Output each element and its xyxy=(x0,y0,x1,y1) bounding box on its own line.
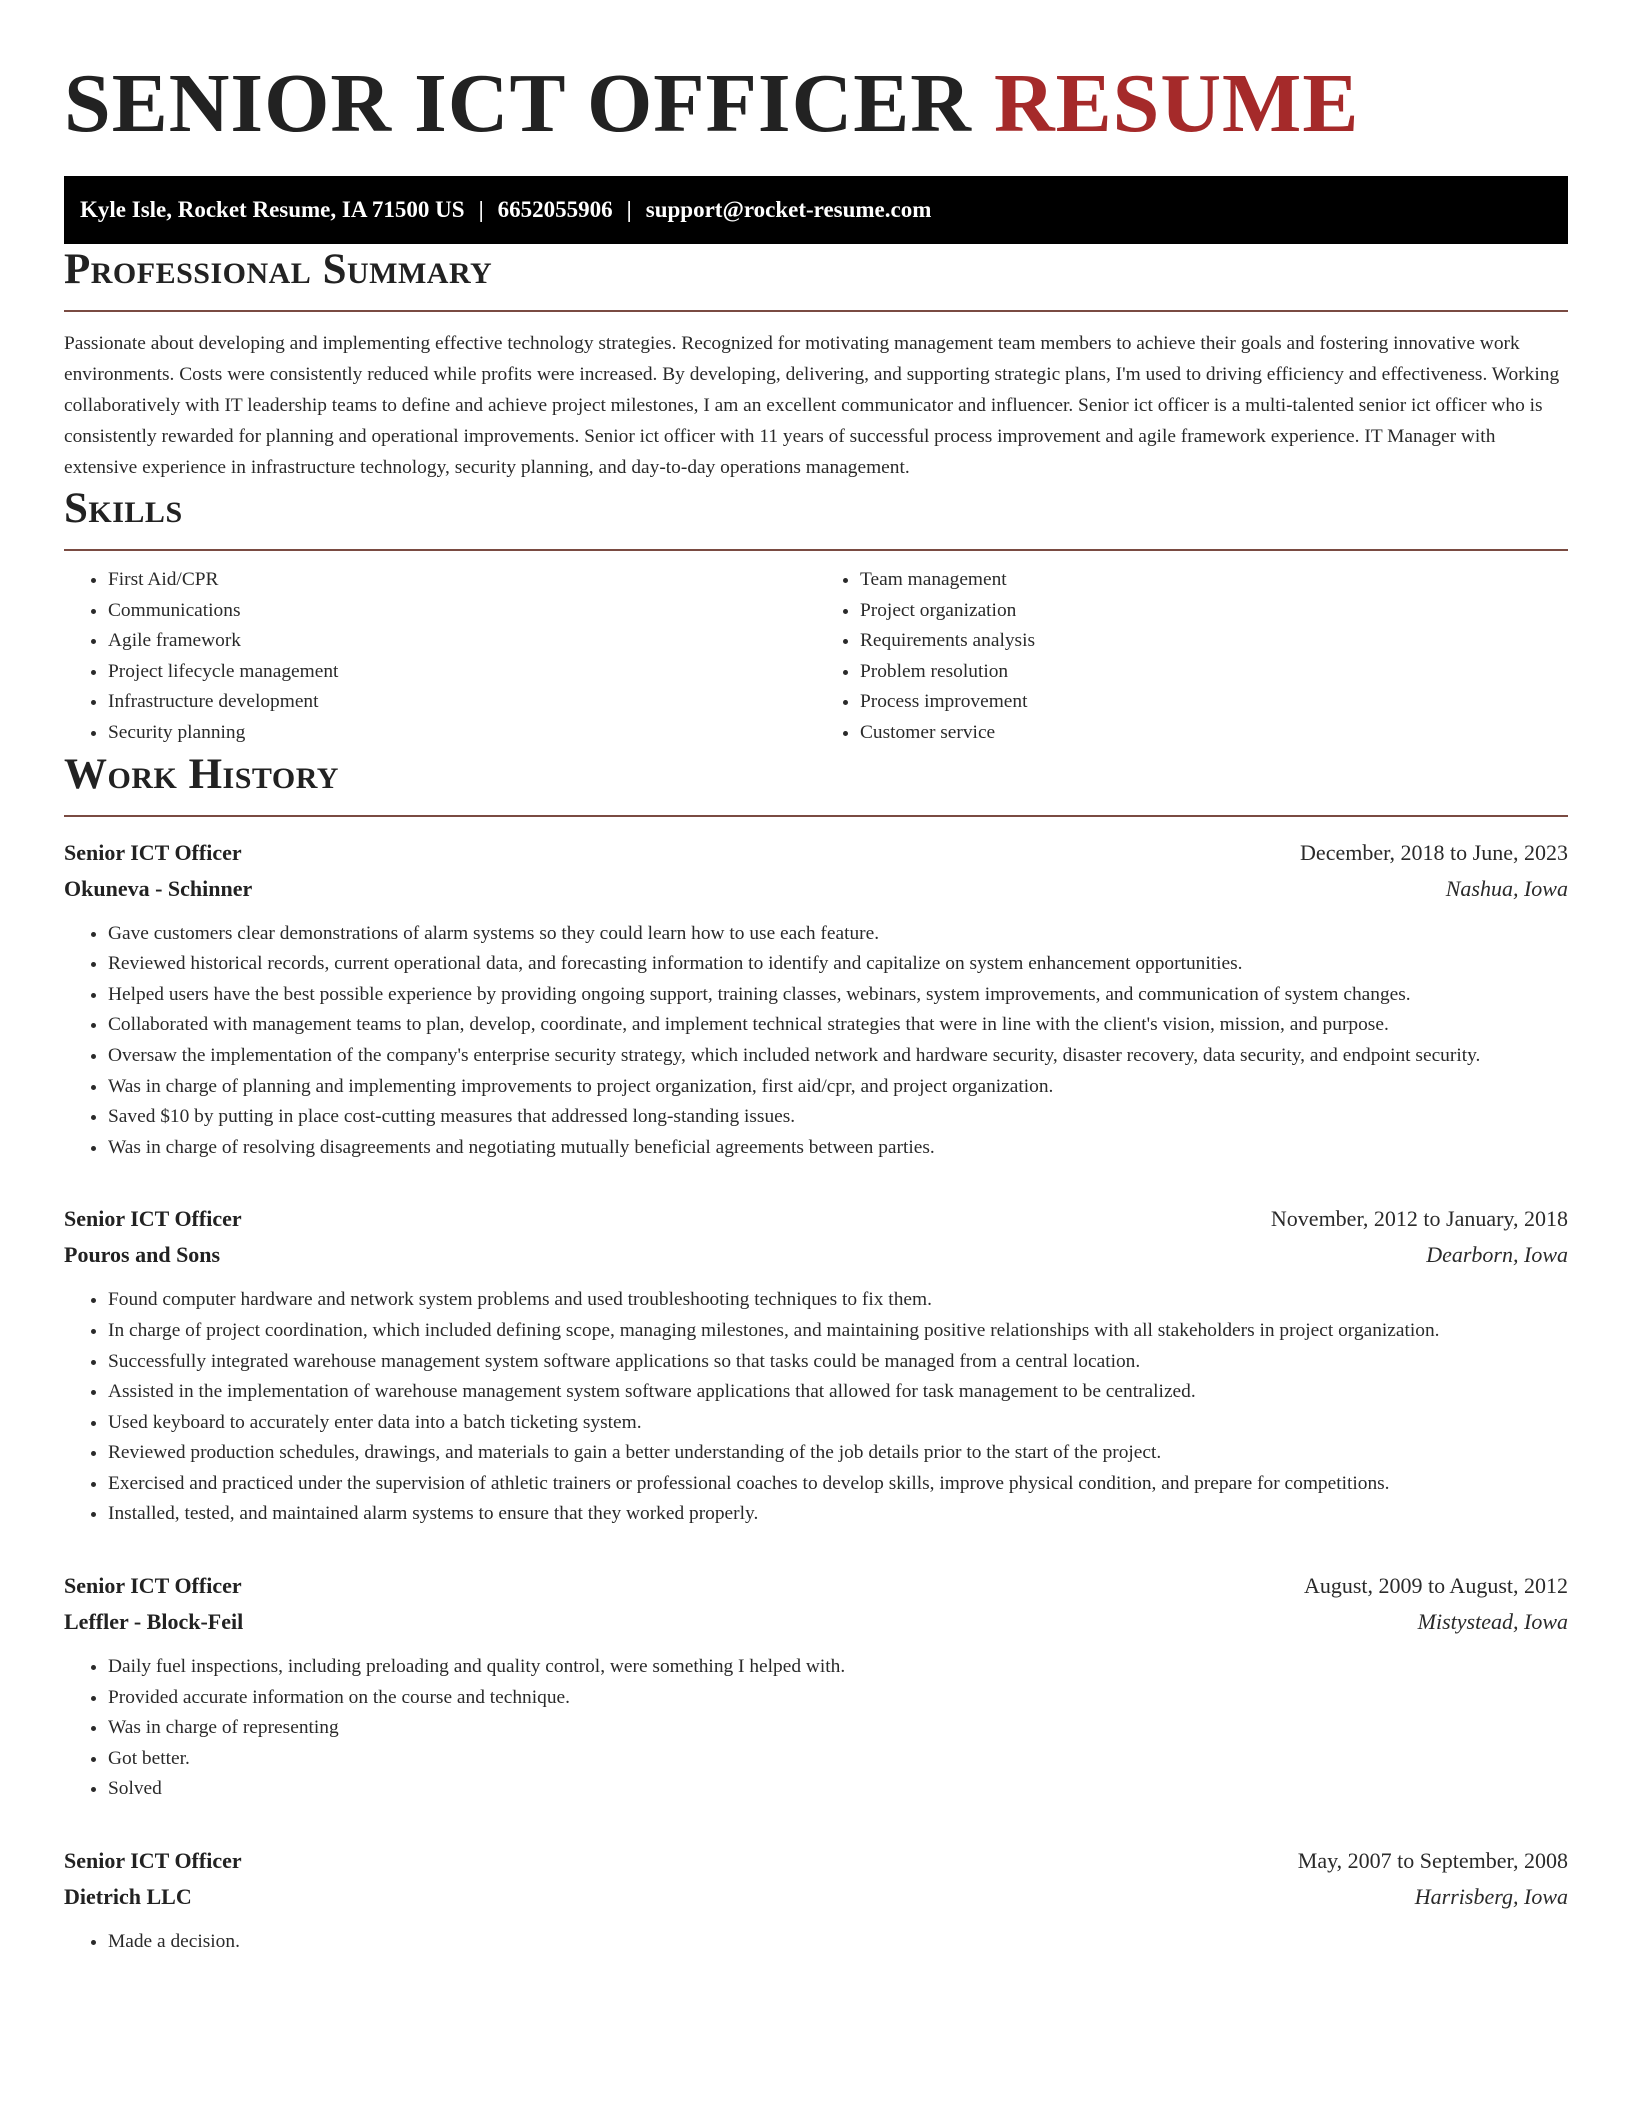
job-company: Leffler - Block-Feil xyxy=(64,1609,244,1635)
contact-bar xyxy=(64,176,1568,244)
page-title xyxy=(64,0,1568,152)
job-bullet: • Saved $10 by putting in place cost-cutting measures that addressed long-standing issues. xyxy=(108,1102,1568,1133)
contact-separator: | xyxy=(478,197,484,222)
job-dates: December, 2018 to June, 2023 xyxy=(1300,839,1568,865)
job-bullet: • Daily fuel inspections, including preloading and quality control, were something I helped with. xyxy=(108,1652,1568,1683)
job-bullet: • Successfully integrated warehouse management system software applications so that tasks could be managed from a central location. xyxy=(108,1347,1568,1378)
job-bullets xyxy=(64,1285,1568,1530)
job-bullet: • In charge of project coordination, which included defining scope, managing milestones, and maintaining positive relationships with all stakeholders in project organization. xyxy=(108,1316,1568,1347)
job-bullet: • Got better. xyxy=(108,1744,1568,1775)
job-bullet: • Oversaw the implementation of the company's enterprise security strategy, which included network and hardware security, disaster recovery, data security, and endpoint security. xyxy=(108,1041,1568,1072)
skill-item: • Infrastructure development xyxy=(108,687,816,718)
job-title: Senior ICT Officer xyxy=(64,1848,242,1874)
skill-item: • Team management xyxy=(860,565,1568,596)
section-divider xyxy=(64,815,1568,817)
skill-item: • Project lifecycle management xyxy=(108,657,816,688)
job-bullet: • Provided accurate information on the course and technique. xyxy=(108,1683,1568,1714)
job-dates: November, 2012 to January, 2018 xyxy=(1270,1206,1568,1232)
job-location: Nashua, Iowa xyxy=(1445,875,1568,901)
job-bullet: • Used keyboard to accurately enter data into a batch ticketing system. xyxy=(108,1408,1568,1439)
skill-item: • First Aid/CPR xyxy=(108,565,816,596)
job-location: Mistystead, Iowa xyxy=(1417,1609,1568,1635)
job-entry xyxy=(64,835,1568,1164)
skill-item: • Process improvement xyxy=(860,687,1568,718)
skills-column-left xyxy=(64,565,816,749)
summary-heading: Professional Summary xyxy=(64,246,493,293)
contact-email: support@rocket-resume.com xyxy=(645,197,932,222)
skill-item: • Agile framework xyxy=(108,626,816,657)
job-title: Senior ICT Officer xyxy=(64,1206,242,1232)
job-bullet: • Solved xyxy=(108,1774,1568,1805)
job-bullets xyxy=(64,919,1568,1164)
job-bullets xyxy=(64,1927,1568,1958)
skill-item: • Security planning xyxy=(108,718,816,749)
job-company: Okuneva - Schinner xyxy=(64,875,253,901)
job-bullet: • Found computer hardware and network system problems and used troubleshooting techniques to fix them. xyxy=(108,1285,1568,1316)
title-accent: RESUME xyxy=(993,57,1360,150)
section-divider xyxy=(64,310,1568,312)
skills-column-right xyxy=(816,565,1568,749)
job-dates: August, 2009 to August, 2012 xyxy=(1303,1573,1568,1599)
job-location: Dearborn, Iowa xyxy=(1426,1242,1568,1268)
job-bullet: • Exercised and practiced under the supervision of athletic trainers or professional coaches to develop skills, improve physical condition, and prepare for competitions. xyxy=(108,1469,1568,1500)
contact-address: Kyle Isle, Rocket Resume, IA 71500 US xyxy=(80,197,465,222)
job-location: Harrisberg, Iowa xyxy=(1414,1884,1568,1910)
job-bullet: • Installed, tested, and maintained alarm systems to ensure that they worked properly. xyxy=(108,1499,1568,1530)
job-title: Senior ICT Officer xyxy=(64,839,242,865)
job-company: Pouros and Sons xyxy=(64,1242,221,1268)
job-bullet: • Helped users have the best possible experience by providing ongoing support, training classes, webinars, system improvements, and communication of system changes. xyxy=(108,980,1568,1011)
skill-item: • Requirements analysis xyxy=(860,626,1568,657)
title-main: SENIOR ICT OFFICER xyxy=(64,57,972,150)
skill-item: • Customer service xyxy=(860,718,1568,749)
job-bullet: • Gave customers clear demonstrations of alarm systems so they could learn how to use each feature. xyxy=(108,919,1568,950)
job-title: Senior ICT Officer xyxy=(64,1573,242,1599)
job-dates: May, 2007 to September, 2008 xyxy=(1297,1848,1568,1874)
job-bullet: • Was in charge of planning and implementing improvements to project organization, first aid/cpr, and project organization. xyxy=(108,1072,1568,1103)
job-entry xyxy=(64,1843,1568,1958)
skill-item: • Project organization xyxy=(860,596,1568,627)
job-entry xyxy=(64,1568,1568,1805)
job-entry xyxy=(64,1201,1568,1530)
skill-item: • Communications xyxy=(108,596,816,627)
section-divider xyxy=(64,549,1568,551)
job-bullets xyxy=(64,1652,1568,1805)
job-company: Dietrich LLC xyxy=(64,1884,192,1910)
job-bullet: • Was in charge of resolving disagreements and negotiating mutually beneficial agreements between parties. xyxy=(108,1133,1568,1164)
job-bullet: • Was in charge of representing xyxy=(108,1713,1568,1744)
job-bullet: • Assisted in the implementation of warehouse management system software applications that allowed for task management to be centralized. xyxy=(108,1377,1568,1408)
contact-separator: | xyxy=(626,197,632,222)
job-bullet: • Reviewed production schedules, drawings, and materials to gain a better understanding of the job details prior to the start of the project. xyxy=(108,1438,1568,1469)
skill-item: • Problem resolution xyxy=(860,657,1568,688)
work-history-heading: Work History xyxy=(64,750,339,798)
job-bullet: • Collaborated with management teams to plan, develop, coordinate, and implement technical strategies that were in line with the client's vision, mission, and purpose. xyxy=(108,1010,1568,1041)
job-bullet: • Reviewed historical records, current operational data, and forecasting information to identify and capitalize on system enhancement opportunities. xyxy=(108,949,1568,980)
contact-phone: 6652055906 xyxy=(497,197,613,222)
summary-text: Passionate about developing and implementing effective technology strategies. Recognized for motivating management team members to achieve their goals and fostering innovative work environments. Costs were consistently reduced while profits were increased. By developing, delivering, and supporting strategic plans, I'm used to driving efficiency and effectiveness. Working collaboratively with IT leadership teams to define and achieve project milestones, I am an excellent communicator and influencer. Senior ict officer is a multi-talented senior ict officer who is consistently rewarded for planning and operational improvements. Senior ict officer with 11 years of successful process improvement and agile framework experience. IT Manager with extensive experience in infrastructure technology, security planning, and day-to-day operations management. xyxy=(64,333,1560,478)
job-bullet: • Made a decision. xyxy=(108,1927,1568,1958)
skills-list xyxy=(64,565,1568,749)
skills-heading: Skills xyxy=(64,485,183,532)
